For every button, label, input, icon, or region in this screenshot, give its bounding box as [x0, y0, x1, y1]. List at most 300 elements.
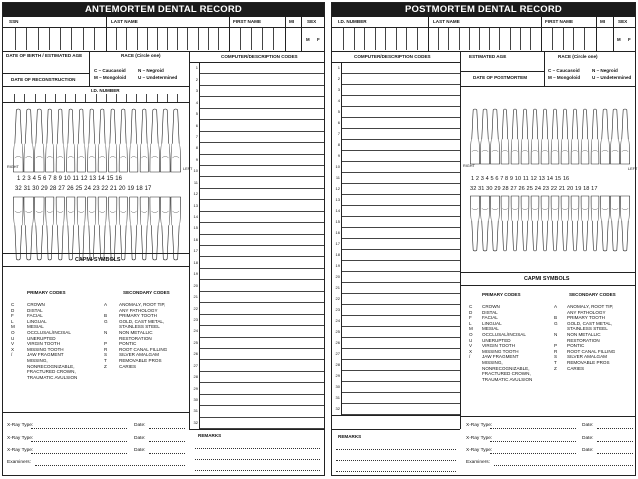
code-line[interactable] [199, 325, 324, 326]
code-line-number: 29 [193, 385, 198, 391]
code-line-number: 15 [335, 219, 340, 225]
code-line[interactable] [341, 260, 460, 261]
tooth-outline[interactable] [13, 197, 23, 260]
post-right-side-label: RIGHT [463, 164, 475, 168]
code-line-number: 29 [335, 373, 340, 379]
code-line[interactable] [341, 117, 460, 118]
code-line[interactable] [199, 417, 324, 418]
tooth-outline[interactable] [490, 196, 499, 251]
tooth-outline[interactable] [150, 109, 160, 172]
code-line-number: 7 [337, 131, 340, 137]
code-line[interactable] [341, 73, 460, 74]
code-line[interactable] [199, 268, 324, 269]
tooth-crown-detail [36, 211, 43, 213]
code-line-number: 24 [193, 328, 198, 334]
tooth-outline[interactable] [109, 197, 117, 260]
code-line[interactable] [341, 392, 460, 393]
tooth-crown-detail [562, 208, 567, 210]
code-line[interactable] [341, 150, 460, 151]
code-line[interactable] [199, 131, 324, 132]
date-reconstruction-label: DATE OF RECONSTRUCTION [11, 77, 76, 82]
code-line[interactable] [341, 216, 460, 217]
code-line[interactable] [199, 188, 324, 189]
tooth-crown-detail [47, 211, 53, 213]
code-line-number: 3 [195, 88, 198, 94]
code-line-number: 9 [337, 153, 340, 159]
tooth-outline[interactable] [67, 109, 75, 172]
tooth-crown-detail [36, 156, 43, 158]
tooth-crown-detail [131, 211, 137, 213]
post-xray-date-1-field[interactable] [597, 428, 633, 429]
tooth-outline[interactable] [46, 197, 54, 260]
tooth-outline[interactable] [140, 109, 148, 172]
code-line[interactable] [199, 176, 324, 177]
tooth-outline[interactable] [561, 109, 569, 164]
code-line[interactable] [341, 139, 460, 140]
tooth-crown-detail [15, 156, 22, 158]
post-xray-date-2-field[interactable] [597, 441, 633, 442]
race-caucasoid[interactable]: C – Caucasoid [94, 68, 126, 73]
tooth-outline[interactable] [490, 109, 499, 164]
tooth-crown-detail [57, 156, 63, 158]
code-line-number: 31 [193, 408, 198, 414]
tooth-crown-detail [582, 150, 587, 152]
tooth-outline[interactable] [591, 196, 599, 251]
post-xray-date-2-label: Date: [582, 436, 594, 441]
post-race-caucasoid[interactable]: C – Caucasoid [548, 68, 580, 73]
tooth-outline[interactable] [600, 196, 609, 251]
post-xray-date-1-label: Date: [582, 423, 594, 428]
code-line[interactable] [341, 249, 460, 250]
post-first-name-label: FIRST NAME [545, 19, 574, 24]
post-primary-codes-label: PRIMARY CODES [482, 292, 521, 297]
last-name-label: LAST NAME [111, 19, 138, 24]
post-computer-codes-lines[interactable] [335, 62, 460, 414]
tooth-crown-detail [57, 211, 63, 213]
code-line[interactable] [199, 359, 324, 360]
tooth-outline[interactable] [620, 196, 629, 251]
tooth-outline[interactable] [119, 197, 127, 260]
tooth-outline[interactable] [541, 196, 549, 251]
tooth-outline[interactable] [56, 197, 64, 260]
tooth-diagrams [13, 109, 180, 260]
tooth-outline[interactable] [521, 109, 529, 164]
tooth-outline[interactable] [531, 109, 539, 164]
code-line[interactable] [341, 161, 460, 162]
code-line-number: 28 [335, 362, 340, 368]
tooth-outline[interactable] [140, 197, 148, 260]
code-line-number: 25 [193, 339, 198, 345]
last-name-field[interactable] [107, 28, 228, 50]
tooth-crown-detail [172, 156, 179, 158]
tooth-crown-detail [482, 150, 488, 152]
code-line[interactable] [199, 371, 324, 372]
remarks-line-1[interactable] [195, 448, 320, 449]
code-line[interactable] [199, 337, 324, 338]
code-line-number: 26 [193, 351, 198, 357]
tooth-outline[interactable] [561, 196, 569, 251]
code-line[interactable] [341, 282, 460, 283]
tooth-outline[interactable] [551, 196, 559, 251]
code-line[interactable] [341, 227, 460, 228]
code-line[interactable] [199, 154, 324, 155]
code-line[interactable] [341, 315, 460, 316]
tooth-crown-detail [572, 208, 577, 210]
tooth-crown-detail [602, 150, 608, 152]
xray-date-3-label: Date: [134, 448, 146, 453]
tooth-outline[interactable] [24, 197, 34, 260]
tooth-crown-detail [78, 211, 84, 213]
post-xray-type-1-label: X-Ray Type: [466, 423, 493, 428]
post-upper-tooth-numbers: 1 2 3 4 5 6 7 8 9 10 11 12 13 14 15 16 [471, 176, 570, 182]
tooth-crown-detail [522, 150, 527, 152]
tooth-outline[interactable] [610, 109, 619, 164]
tooth-outline[interactable] [541, 109, 549, 164]
code-line[interactable] [199, 119, 324, 120]
post-sex-m[interactable]: M [617, 37, 621, 42]
post-first-name-field[interactable] [542, 28, 595, 50]
code-line[interactable] [199, 348, 324, 349]
tooth-crown-detail [592, 150, 597, 152]
code-line-number: 15 [193, 225, 198, 231]
post-xray-type-2-field[interactable] [490, 441, 576, 442]
tooth-outline[interactable] [130, 109, 138, 172]
code-line[interactable] [199, 405, 324, 406]
tooth-outline[interactable] [470, 109, 479, 164]
primary-code-letters: C D F L M O U V X / [11, 302, 15, 358]
tooth-crown-detail [602, 208, 608, 210]
code-line[interactable] [199, 222, 324, 223]
code-line[interactable] [341, 271, 460, 272]
code-line[interactable] [341, 304, 460, 305]
race-negroid[interactable]: N – Negroid [138, 68, 164, 73]
ssn-label: SSN [9, 19, 19, 24]
code-line-number: 27 [335, 351, 340, 357]
tooth-crown-detail [141, 211, 147, 213]
code-line-number: 12 [335, 186, 340, 192]
xray-date-3-field[interactable] [149, 453, 185, 454]
tooth-outline[interactable] [98, 109, 106, 172]
tooth-outline[interactable] [77, 109, 85, 172]
post-primary-code-labels: CROWN DISTAL FACIAL LINGUAL MESIAL OCCLUSAL/INCISAL UNERUPTED VIRGIN TOOTH MISSING TOOTH JAW FRAGMENT MISSING, NONRECOGNIZABLE, FRACTURED CROWN, TRAUMATIC AVULSION [482, 304, 533, 382]
post-examiners-field[interactable] [494, 465, 633, 466]
race-label: RACE (Circle one) [121, 53, 161, 58]
post-remarks-label: REMARKS [338, 434, 362, 439]
post-sex-f[interactable]: F [628, 37, 631, 42]
code-line[interactable] [199, 108, 324, 109]
tooth-crown-detail [141, 156, 147, 158]
code-line-number: 21 [193, 294, 198, 300]
tooth-outline[interactable] [571, 196, 579, 251]
tooth-crown-detail [502, 208, 507, 210]
code-line[interactable] [341, 326, 460, 327]
tooth-outline[interactable] [581, 109, 589, 164]
tooth-crown-detail [162, 211, 169, 213]
code-line-number: 1 [337, 65, 340, 71]
tooth-crown-detail [151, 156, 158, 158]
code-line-number: 25 [335, 329, 340, 335]
tooth-crown-detail [622, 150, 628, 152]
code-line[interactable] [199, 382, 324, 383]
post-xray-date-3-field[interactable] [597, 453, 633, 454]
tooth-outline[interactable] [171, 109, 181, 172]
id-number-field[interactable] [5, 94, 187, 102]
code-line-number: 22 [193, 305, 198, 311]
code-line[interactable] [199, 279, 324, 280]
code-line-number: 28 [193, 374, 198, 380]
code-line[interactable] [199, 165, 324, 166]
tooth-crown-detail [151, 211, 158, 213]
tooth-outline[interactable] [171, 197, 181, 260]
post-tooth-chart[interactable] [460, 86, 637, 254]
code-line[interactable] [341, 95, 460, 96]
code-line-number: 32 [335, 406, 340, 412]
tooth-outline[interactable] [511, 109, 519, 164]
tooth-outline[interactable] [160, 197, 170, 260]
race-undetermined[interactable]: U – Undetermined [138, 75, 178, 80]
tooth-crown-detail [542, 150, 547, 152]
code-line-number: 18 [335, 252, 340, 258]
tooth-outline[interactable] [591, 109, 599, 164]
tooth-outline[interactable] [551, 109, 559, 164]
post-last-name-field[interactable] [429, 28, 540, 50]
computer-codes-label: COMPUTER/DESCRIPTION CODES [221, 54, 298, 59]
code-line-number: 13 [193, 202, 198, 208]
post-remarks-line-1[interactable] [336, 449, 456, 450]
code-line[interactable] [341, 205, 460, 206]
tooth-crown-detail [110, 156, 116, 158]
code-line-number: 14 [193, 214, 198, 219]
post-remarks-line-3[interactable] [336, 471, 456, 472]
code-line[interactable] [199, 85, 324, 86]
post-mi-label: MI [600, 19, 606, 24]
mi-label: MI [289, 19, 295, 24]
tooth-crown-detail [622, 208, 628, 210]
code-line[interactable] [199, 142, 324, 143]
code-line-number: 14 [335, 208, 340, 214]
tooth-crown-detail [542, 208, 547, 210]
code-line[interactable] [199, 394, 324, 395]
tooth-outline[interactable] [600, 109, 609, 164]
tooth-outline[interactable] [620, 109, 629, 164]
tooth-crown-detail [532, 208, 537, 210]
tooth-outline[interactable] [581, 196, 589, 251]
code-line[interactable] [199, 291, 324, 292]
code-line[interactable] [341, 183, 460, 184]
ssn-field[interactable] [5, 28, 105, 50]
remarks-line-3[interactable] [195, 470, 320, 471]
tooth-outline[interactable] [150, 197, 160, 260]
tooth-outline[interactable] [109, 109, 117, 172]
tooth-crown-detail [68, 156, 74, 158]
date-postmortem-label: DATE OF POSTMORTEM [473, 75, 528, 80]
code-line[interactable] [341, 106, 460, 107]
code-line[interactable] [199, 199, 324, 200]
tooth-outline[interactable] [571, 109, 579, 164]
xray-date-1-label: Date: [134, 423, 146, 428]
antemortem-form [2, 2, 325, 476]
tooth-outline[interactable] [88, 109, 96, 172]
tooth-outline[interactable] [610, 196, 619, 251]
first-name-label: FIRST NAME [233, 19, 262, 24]
code-line[interactable] [199, 73, 324, 74]
tooth-outline[interactable] [67, 197, 75, 260]
code-line[interactable] [341, 128, 460, 129]
post-race-undetermined[interactable]: U – Undetermined [592, 75, 632, 80]
code-line[interactable] [341, 84, 460, 85]
code-line-number: 1 [195, 65, 198, 71]
tooth-outline[interactable] [480, 109, 489, 164]
code-line-number: 8 [337, 142, 340, 148]
code-line[interactable] [341, 172, 460, 173]
tooth-outline[interactable] [501, 196, 509, 251]
post-secondary-codes-label: SECONDARY CODES [569, 292, 616, 297]
xray-date-2-field[interactable] [149, 441, 185, 442]
post-race-negroid[interactable]: N – Negroid [592, 68, 618, 73]
code-line[interactable] [341, 238, 460, 239]
code-line[interactable] [341, 337, 460, 338]
code-line-number: 32 [193, 419, 198, 425]
tooth-crown-detail [172, 211, 179, 213]
code-line-number: 5 [195, 111, 198, 117]
code-line[interactable] [341, 381, 460, 382]
code-line[interactable] [341, 348, 460, 349]
tooth-crown-detail [612, 150, 618, 152]
tooth-outline[interactable] [24, 109, 34, 172]
tooth-crown-detail [492, 208, 498, 210]
code-line[interactable] [199, 302, 324, 303]
upper-tooth-numbers: 1 2 3 4 5 6 7 8 9 10 11 12 13 14 15 16 [17, 176, 123, 182]
computer-codes-lines[interactable] [193, 62, 324, 428]
xray-date-1-field[interactable] [149, 428, 185, 429]
code-line-number: 30 [193, 397, 198, 402]
code-line-number: 5 [337, 109, 340, 115]
code-line-number: 7 [195, 133, 198, 139]
remarks-line-2[interactable] [195, 459, 320, 460]
code-line-number: 16 [335, 230, 340, 236]
tooth-crown-detail [572, 150, 577, 152]
postmortem-title: POSTMORTEM DENTAL RECORD [332, 3, 635, 17]
tooth-crown-detail [552, 208, 557, 210]
tooth-crown-detail [582, 208, 587, 210]
sex-label: SEX [307, 19, 317, 24]
code-line[interactable] [199, 234, 324, 235]
code-line[interactable] [199, 211, 324, 212]
tooth-crown-detail [89, 211, 95, 213]
xray-type-3-field[interactable] [31, 453, 127, 454]
code-line-number: 3 [337, 87, 340, 93]
tooth-outline[interactable] [521, 196, 529, 251]
tooth-crown-detail [522, 208, 527, 210]
code-line[interactable] [199, 256, 324, 257]
tooth-crown-detail [472, 150, 478, 152]
left-side-label: LEFT [183, 167, 193, 171]
tooth-outline[interactable] [13, 109, 23, 172]
capmi-title: CAPMI SYMBOLS [75, 257, 121, 263]
tooth-crown-detail [25, 156, 32, 158]
tooth-outline[interactable] [480, 196, 489, 251]
code-line-number: 11 [335, 175, 340, 181]
code-line[interactable] [341, 403, 460, 404]
tooth-crown-detail [110, 211, 116, 213]
tooth-outline[interactable] [77, 197, 85, 260]
first-name-field[interactable] [230, 28, 284, 50]
code-line-number: 12 [193, 191, 198, 197]
tooth-crown-detail [15, 211, 22, 213]
code-line-number: 13 [335, 197, 340, 203]
tooth-outline[interactable] [46, 109, 54, 172]
code-line[interactable] [341, 359, 460, 360]
post-race-mongoloid[interactable]: M – Mongoloid [548, 75, 581, 80]
code-line-number: 8 [195, 145, 198, 151]
right-side-label: RIGHT [7, 165, 19, 169]
tooth-outline[interactable] [34, 197, 44, 260]
tooth-outline[interactable] [88, 197, 96, 260]
post-id-number-label: I.D. NUMBER [338, 19, 367, 24]
post-xray-type-3-field[interactable] [490, 453, 576, 454]
tooth-crown-detail [162, 156, 169, 158]
estimated-age-label: ESTIMATED AGE [469, 54, 507, 59]
xray-type-1-field[interactable] [31, 428, 127, 429]
tooth-outline[interactable] [470, 196, 479, 251]
code-line-number: 19 [193, 271, 198, 277]
tooth-crown-detail [120, 211, 126, 213]
tooth-outline[interactable] [160, 109, 170, 172]
post-id-number-field[interactable] [334, 28, 427, 50]
post-xray-type-1-field[interactable] [490, 428, 576, 429]
tooth-outline[interactable] [56, 109, 64, 172]
postmortem-form [331, 2, 636, 476]
code-line-number: 11 [193, 179, 198, 185]
dob-label: DATE OF BIRTH / ESTIMATED AGE [6, 53, 83, 58]
code-line-number: 2 [337, 76, 340, 82]
examiners-field[interactable] [35, 465, 185, 466]
tooth-outline[interactable] [34, 109, 44, 172]
code-line[interactable] [199, 245, 324, 246]
code-line-number: 19 [335, 263, 340, 269]
sex-f[interactable]: F [317, 37, 320, 42]
secondary-code-letters: A B G N P R S T Z [104, 302, 108, 369]
lower-tooth-numbers: 32 31 30 29 28 27 26 25 24 23 22 21 20 19 18 17 [15, 186, 152, 192]
examiners-label: Examiners: [7, 460, 31, 465]
tooth-crown-detail [592, 208, 597, 210]
tooth-crown-detail [68, 211, 74, 213]
code-line[interactable] [341, 370, 460, 371]
secondary-code-labels: ANOMALY, ROOT TIP, ANY PATHOLOGY PRIMARY TOOTH GOLD, CAST METAL, STAINLESS STEEL NON METALLIC RESTORATION PONTIC ROOT CANAL FILLING SILVER AMALGAM REMOVABLE PROS CARIES [119, 302, 168, 369]
sex-m[interactable]: M [306, 37, 310, 42]
code-line[interactable] [341, 293, 460, 294]
tooth-crown-detail [99, 156, 105, 158]
tooth-crown-detail [482, 208, 488, 210]
tooth-outline[interactable] [501, 109, 509, 164]
post-remarks-line-2[interactable] [336, 460, 456, 461]
code-line[interactable] [341, 194, 460, 195]
tooth-outline[interactable] [511, 196, 519, 251]
race-mongoloid[interactable]: M – Mongoloid [94, 75, 127, 80]
xray-type-1-label: X-Ray Type: [7, 423, 34, 428]
code-line[interactable] [199, 314, 324, 315]
post-computer-codes-label: COMPUTER/DESCRIPTION CODES [354, 54, 431, 59]
tooth-crown-detail [99, 211, 105, 213]
xray-type-2-field[interactable] [31, 441, 127, 442]
tooth-outline[interactable] [119, 109, 127, 172]
tooth-crown-detail [47, 156, 53, 158]
code-line-number: 6 [337, 120, 340, 126]
tooth-outline[interactable] [98, 197, 106, 260]
code-line[interactable] [199, 96, 324, 97]
tooth-outline[interactable] [130, 197, 138, 260]
tooth-outline[interactable] [531, 196, 539, 251]
